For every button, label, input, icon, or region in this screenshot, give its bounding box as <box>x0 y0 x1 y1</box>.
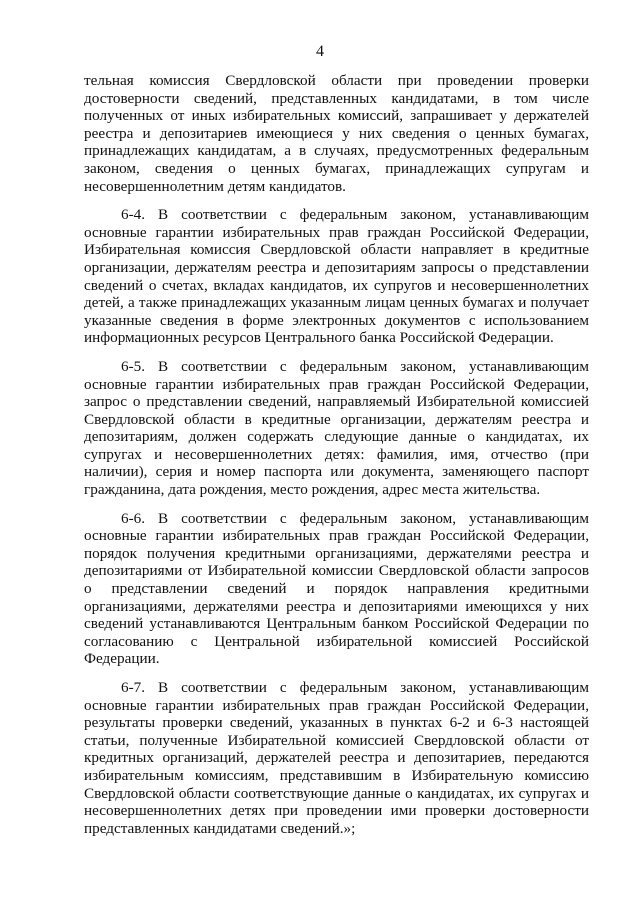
paragraph-6-6: 6-6. В соответствии с федеральным законом, устанавливающим основные гарантии избирательных прав граждан Российской Федерации, порядок получения кредитными организациями, держателями реестра и депозитариями от Избирательной комиссии Свердловской области запросов о представлении сведений и порядок направления кредитными организациями, держателями реестра и депозитариями имеющихся у них сведений устанавливаются Центральным банком Российской Федерации по согласованию с Центральной избирательной комиссией Российской Федерации. <box>84 509 589 668</box>
document-body <box>84 72 589 848</box>
page-number: 4 <box>316 43 324 60</box>
paragraph-6-7: 6-7. В соответствии с федеральным законом, устанавливающим основные гарантии избирательных прав граждан Российской Федерации, результаты проверки сведений, указанных в пунктах 6-2 и 6-3 настоящей статьи, полученные Избирательной комиссией Свердловской области от кредитных организаций, держателей реестра и депозитариев, передаются избирательным комиссиям, представившим в Избирательную комиссию Свердловской области соответствующие данные о кандидатах, их супругах и несовершеннолетних детях при проведении ими проверки достоверности представленных кандидатами сведений.»; <box>84 679 589 837</box>
paragraph-6-5: 6-5. В соответствии с федеральным законом, устанавливающим основные гарантии избирательных прав граждан Российской Федерации, запрос о представлении сведений, направляемый Избирательной комиссией Свердловской области в кредитные организации, держателям реестра и депозитариям, должен содержать следующие данные о кандидатах, их супругах и несовершеннолетних детях: фамилия, имя, отчество (при наличии), серия и номер паспорта или документа, заменяющего паспорт гражданина, дата рождения, место рождения, адрес места жительства. <box>84 357 589 499</box>
paragraph-6-4: 6-4. В соответствии с федеральным законом, устанавливающим основные гарантии избирательных прав граждан Российской Федерации, Избирательная комиссия Свердловской области направляет в кредитные организации, держателям реестра и депозитариям запросы о представлении сведений о счетах, вкладах кандидатов, их супругов и несовершеннолетних детей, а также принадлежащих указанным лицам ценных бумагах и получает указанные сведения в форме электронных документов с использованием информационных ресурсов Центрального банка Российской Федерации. <box>84 206 589 347</box>
paragraph-continuation: тельная комиссия Свердловской области при проведении проверки достоверности сведений, представленных кандидатами, в том числе полученных от иных избирательных комиссий, запрашивает у держателей реестра и депозитариев имеющиеся у них сведения о ценных бумагах, принадлежащих кандидатам, а в случаях, предусмотренных федеральным законом, сведения о ценных бумагах, принадлежащих супругам и несовершеннолетним детям кандидатов. <box>84 72 589 195</box>
